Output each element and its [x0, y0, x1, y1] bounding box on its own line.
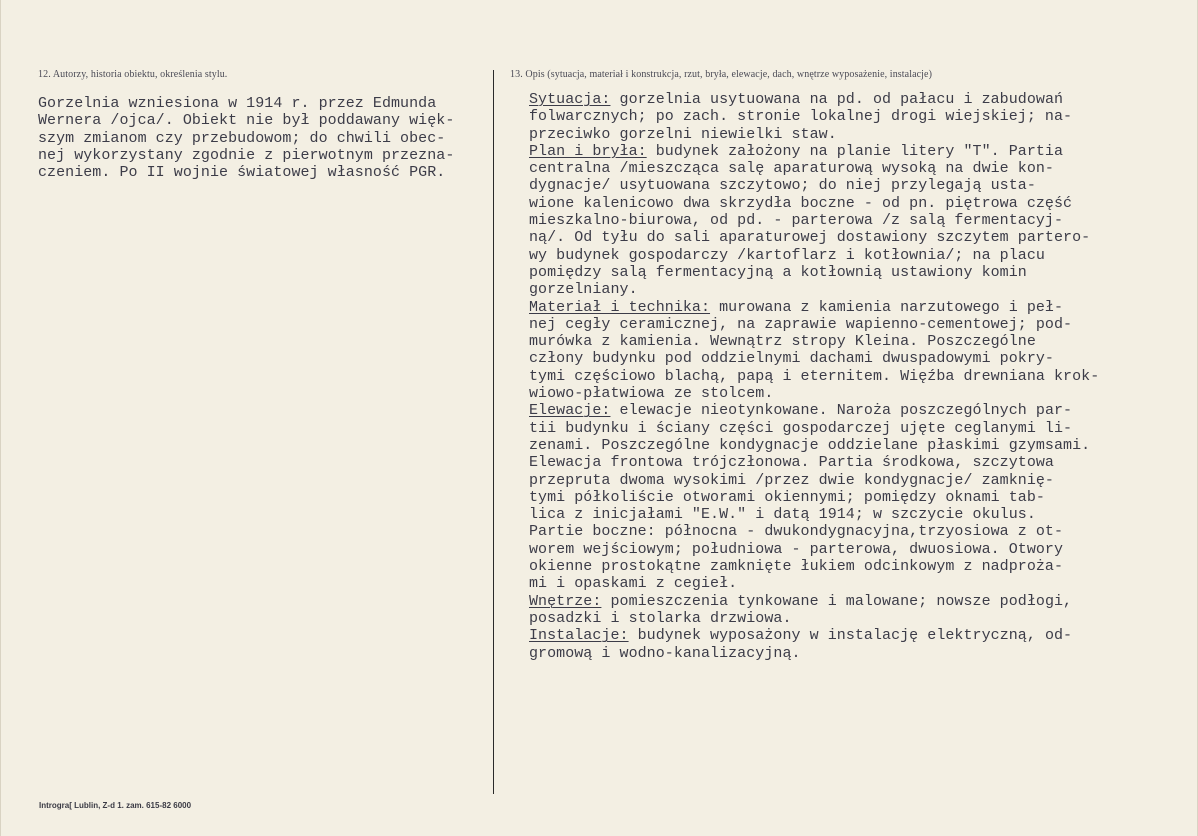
- description-line-text: ną/. Od tyłu do sali aparaturowej dostawiony szczytem partero-: [529, 229, 1091, 247]
- description-line: [529, 645, 1099, 662]
- description-line: [529, 627, 1099, 644]
- description-line: [529, 437, 1099, 454]
- description-line-text: budynek wyposażony w instalację elektryczną, od-: [628, 627, 1073, 645]
- description-line-text: okienne prostokątne zamknięte łukiem odcinkowym z nadproża-: [529, 558, 1064, 576]
- description-line-text: człony budynku pod oddzielnymi dachami dwuspadowymi pokry-: [529, 350, 1054, 368]
- description-line-text: Partie boczne: północna - dwukondygnacyjna,trzyosiowa z ot-: [529, 523, 1064, 541]
- description-line: [529, 489, 1099, 506]
- description-line: [529, 160, 1099, 177]
- description-line-text: gorzelniany.: [529, 281, 638, 299]
- description-line-text: budynek założony na planie litery "T". Partia: [646, 142, 1064, 160]
- description-text: [529, 91, 1099, 662]
- history-line: Gorzelnia wzniesiona w 1914 r. przez Edmunda: [38, 95, 437, 112]
- description-line-text: murowana z kamienia narzutowego i peł-: [710, 298, 1064, 316]
- section-label: Sytuacja:: [529, 91, 611, 108]
- description-line: [529, 420, 1099, 437]
- description-line: [529, 558, 1099, 575]
- description-line-text: mieszkalno-biurowa, od pd. - parterowa /z salą fermentacyj-: [529, 212, 1064, 230]
- description-line: [529, 575, 1099, 592]
- description-line-text: przepruta dwoma wysokimi /przez dwie kondygnacje/ zamknię-: [529, 471, 1054, 489]
- description-line: [529, 368, 1099, 385]
- section-label: Wnętrze:: [529, 592, 602, 610]
- description-line: [529, 541, 1099, 558]
- description-line-text: gromową i wodno-kanalizacyjną.: [529, 644, 801, 662]
- description-line-text: wione kalenicowo dwa skrzydła boczne - od pn. piętrowa część: [529, 194, 1073, 212]
- description-line-text: posadzki i stolarka drzwiowa.: [529, 609, 792, 627]
- description-line-text: wiowo-płatwiowa ze stolcem.: [529, 385, 774, 403]
- description-line-text: pomieszczenia tynkowane i malowane; nowsze podłogi,: [601, 592, 1073, 610]
- description-line-text: worem wejściowym; południowa - parterowa, dwuosiowa. Otwory: [529, 540, 1064, 558]
- description-line: [529, 385, 1099, 402]
- section-label: Elewacje:: [529, 402, 611, 420]
- description-line: [529, 177, 1099, 194]
- description-line: [529, 143, 1099, 160]
- description-line: [529, 506, 1099, 523]
- description-line-text: murówka z kamienia. Wewnątrz stropy Kleina. Poszczególne: [529, 333, 1036, 351]
- description-line: [529, 108, 1099, 125]
- description-line-text: pomiędzy salą fermentacyjną a kotłownią ustawiony komin: [529, 263, 1027, 281]
- description-line-text: folwarcznych; po zach. stronie lokalnej drogi wiejskiej; na-: [529, 108, 1073, 126]
- description-line: [529, 229, 1099, 246]
- description-line: [529, 472, 1099, 489]
- description-line: [529, 402, 1099, 419]
- description-line-text: tymi częściowo blachą, papą i eternitem. Więźba drewniana krok-: [529, 367, 1100, 385]
- description-line-text: centralna /mieszcząca salę aparaturową wysoką na dwie kon-: [529, 160, 1054, 178]
- description-line: [529, 212, 1099, 229]
- description-line-text: tymi półkoliście otworami okiennymi; pomiędzy oknami tab-: [529, 488, 1045, 506]
- history-line: szym zmianom czy przebudowom; do chwili obec-: [38, 129, 446, 147]
- section-label: Materiał i technika:: [529, 298, 711, 316]
- description-line: [529, 316, 1099, 333]
- section-12-heading: 12. Autorzy, historia obiektu, określenia stylu.: [38, 69, 228, 80]
- description-line-text: gorzelnia usytuowana na pd. od pałacu i zabudowań: [610, 91, 1064, 108]
- description-line: [529, 195, 1099, 212]
- section-label: Plan i bryła:: [529, 142, 647, 160]
- description-line: [529, 281, 1099, 298]
- description-line-text: zenami. Poszczególne kondygnacje oddzielane płaskimi gzymsami.: [529, 436, 1091, 454]
- section-label: Instalacje:: [529, 627, 629, 645]
- description-line: [529, 126, 1099, 143]
- description-line: [529, 333, 1099, 350]
- description-line-text: mi i opaskami z cegieł.: [529, 575, 738, 593]
- description-line: [529, 523, 1099, 540]
- printer-imprint: Introgra[ Lublin, Z-d 1. zam. 615-82 6000: [39, 801, 192, 810]
- description-line: [529, 264, 1099, 281]
- description-line: [529, 610, 1099, 627]
- description-line-text: wy budynek gospodarczy /kartoflarz i kotłownia/; na placu: [529, 246, 1045, 264]
- column-divider: [493, 70, 494, 794]
- description-line: [529, 299, 1099, 316]
- history-line: czeniem. Po II wojnie światowej własność PGR.: [38, 164, 446, 182]
- history-line: nej wykorzystany zgodnie z pierwotnym przezna-: [38, 146, 455, 164]
- history-line: Wernera /ojca/. Obiekt nie był poddawany więk-: [38, 112, 455, 130]
- description-line: [529, 454, 1099, 471]
- description-line: [529, 350, 1099, 367]
- description-line: [529, 91, 1099, 108]
- description-line-text: tii budynku i ściany części gospodarczej ujęte ceglanymi li-: [529, 419, 1073, 437]
- description-line-text: nej cegły ceramicznej, na zaprawie wapienno-cementowej; pod-: [529, 315, 1073, 333]
- description-line-text: lica z inicjałami "E.W." i datą 1914; w szczycie okulus.: [529, 506, 1036, 524]
- description-line: [529, 593, 1099, 610]
- description-line-text: przeciwko gorzelni niewielki staw.: [529, 125, 837, 143]
- description-line-text: Elewacja frontowa trójczłonowa. Partia środkowa, szczytowa: [529, 454, 1054, 472]
- history-text: [38, 95, 454, 181]
- description-line: [529, 247, 1099, 264]
- description-line-text: dygnacje/ usytuowana szczytowo; do niej przylegają usta-: [529, 177, 1036, 195]
- description-line-text: elewacje nieotynkowane. Naroża poszczególnych par-: [610, 402, 1073, 420]
- section-13-heading: 13. Opis (sytuacja, materiał i konstrukcja, rzut, bryła, elewacje, dach, wnętrze wyposażenie, instalacje): [510, 69, 932, 80]
